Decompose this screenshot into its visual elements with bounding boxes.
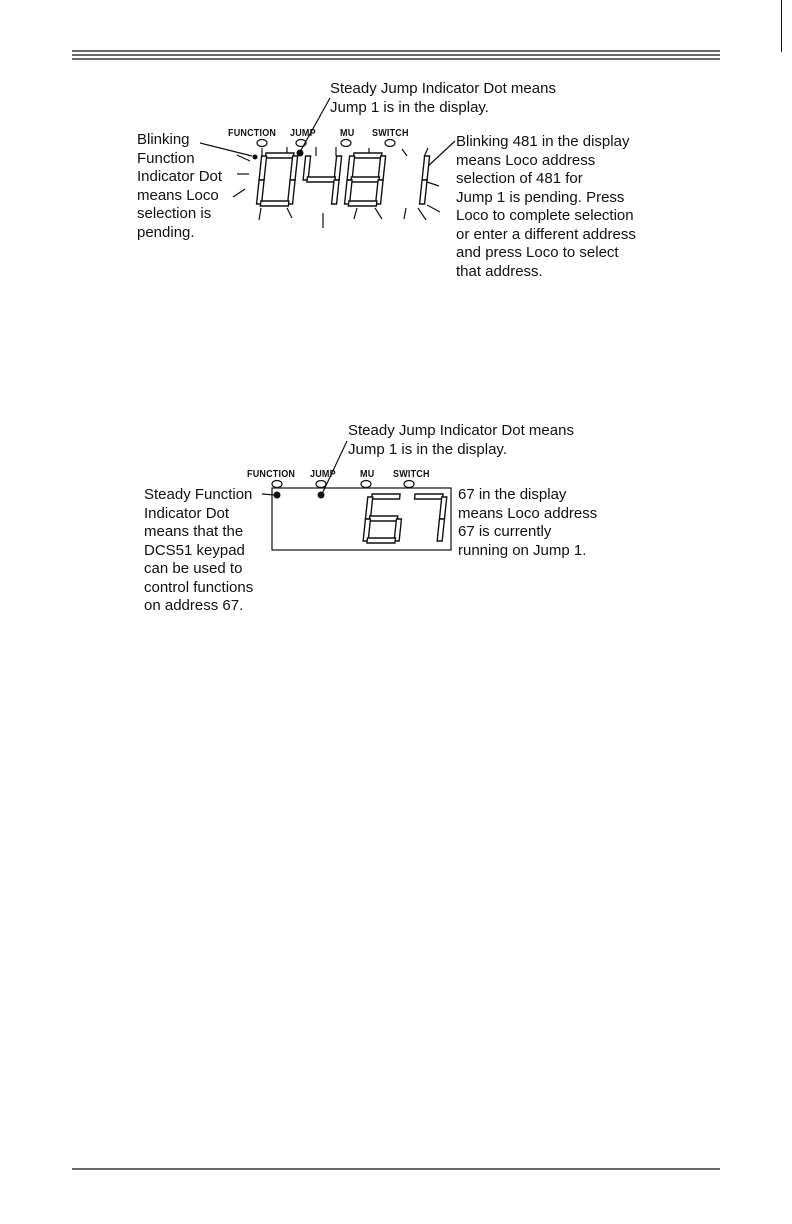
callout-blinking-address: Blinking 481 in the display means Loco address selection of 481 for Jump 1 is pending. Press Loco to complete selection or enter a different address and press Loco to select that address. [456, 133, 636, 280]
label-mu-2: MU [360, 468, 375, 480]
digit-6 [363, 494, 404, 543]
steady-jump-dot-2 [318, 492, 325, 499]
callout-steady-function-dot: Steady Function Indicator Dot means that the DCS51 keypad can be used to control functions on address 67. [144, 486, 254, 614]
steady-function-dot [274, 492, 281, 499]
label-function: FUNCTION [228, 127, 277, 139]
label-switch-2: SWITCH [393, 468, 430, 480]
function-indicator-led-2 [272, 481, 282, 488]
callout-steady-jump-dot: Steady Jump Indicator Dot means Jump 1 is in the display. [330, 80, 556, 116]
callout-blinking-function-dot: Blinking Function Indicator Dot means Loco selection is pending. [137, 131, 223, 241]
label-function-2: FUNCTION [247, 468, 296, 480]
digit-7 [410, 494, 447, 541]
switch-indicator-led-2 [404, 481, 414, 488]
jump-indicator-led-2 [316, 481, 326, 488]
label-jump-2: JUMP [310, 468, 336, 480]
callout-steady-jump-dot-2: Steady Jump Indicator Dot means Jump 1 is in the display. [348, 422, 574, 458]
label-mu: MU [340, 127, 355, 139]
label-jump: JUMP [290, 127, 316, 139]
label-switch: SWITCH [372, 127, 409, 139]
mu-indicator-led-2 [361, 481, 371, 488]
footer-rule [72, 1168, 720, 1170]
callout-running-address: 67 in the display means Loco address 67 is currently running on Jump 1. [458, 486, 598, 559]
